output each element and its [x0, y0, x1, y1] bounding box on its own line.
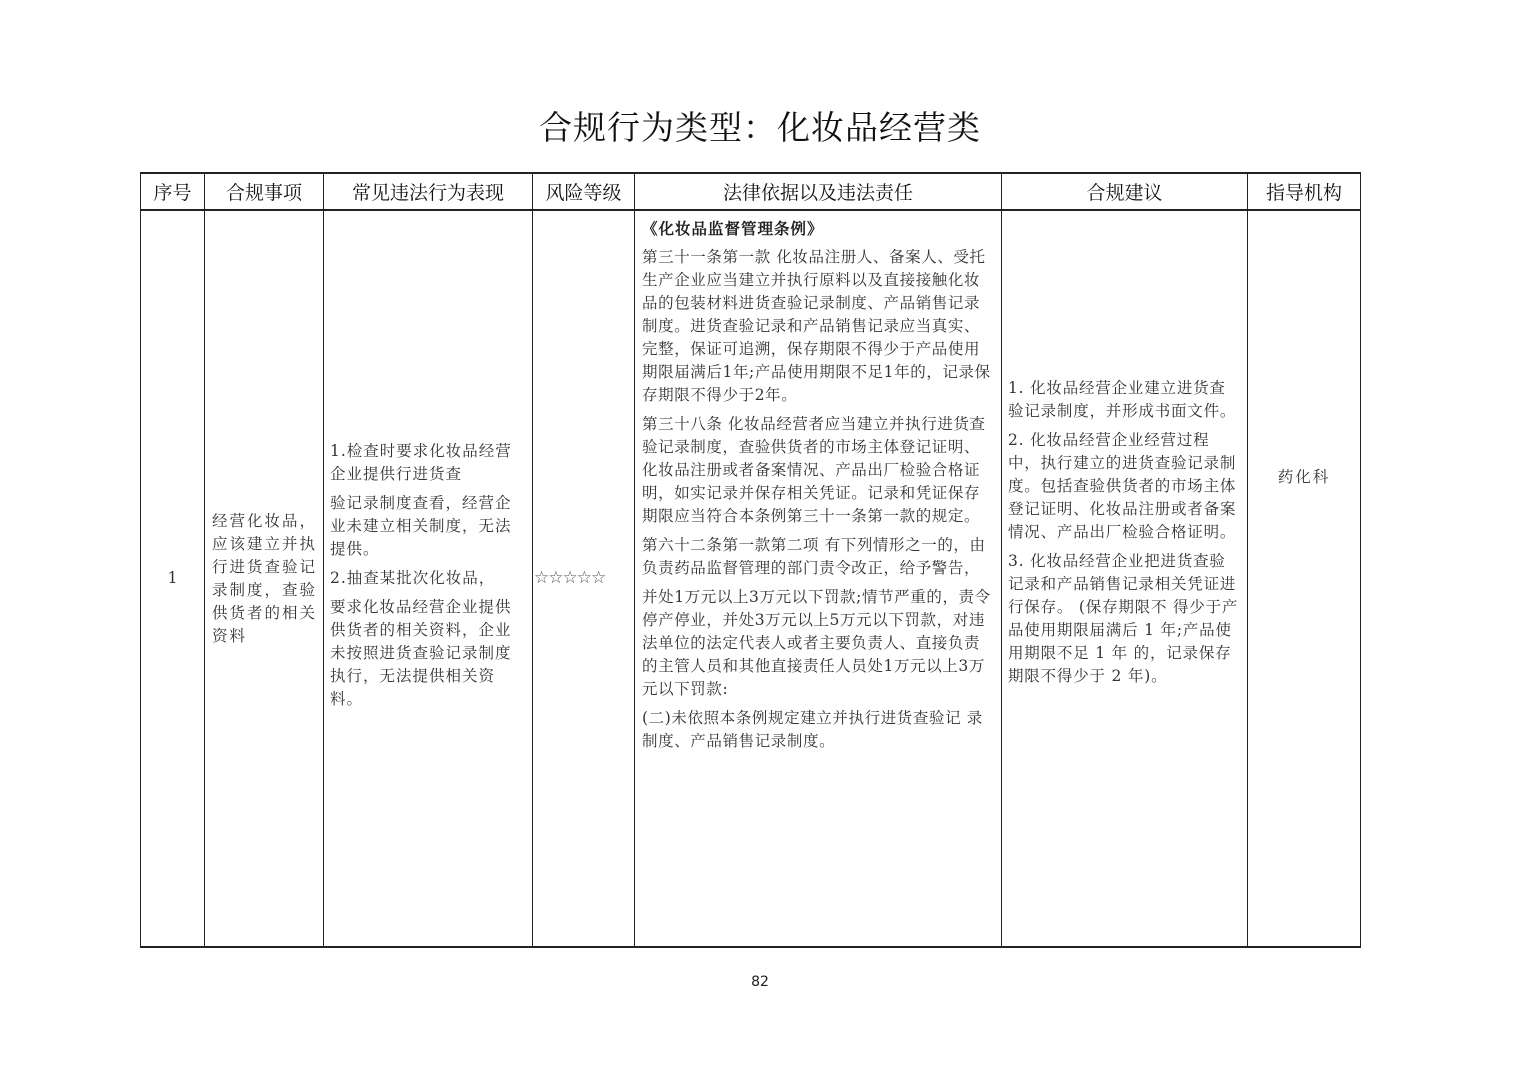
risk-stars-icon: ☆☆☆☆☆: [534, 568, 606, 588]
table-row: [141, 210, 1361, 947]
compliance-item-text: 经营化妆品，应该建立并执 行进货查验记 录制度，查验 供货者的相关资料: [212, 511, 318, 645]
advice-item: 1. 化妆品经营企业建立进货查验记录制度，并形成书面文件。: [1008, 379, 1237, 420]
header-advice: 合规建议: [1002, 173, 1248, 210]
law-paragraph: 第三十八条 化妆品经营者应当建立并执行进货查 验记录制度，查验供货者的市场主体登记证明、化妆品注册或者备案情况、产品出厂检验合格证 明，如实记录并保存相关凭证。记录和凭证保存 期限应当符合本条例第三十一条第一款的规定。: [642, 415, 986, 525]
header-org: 指导机构: [1248, 173, 1361, 210]
law-paragraph: 第六十二条第一款第二项 有下列情形之一的，由 负责药品监督管理的部门责令改正，给予警告，: [642, 536, 986, 577]
law-paragraph: 并处1万元以上3万元以下罚款;情节严重的，责令 停产停业，并处3万元以上5万元以下罚款，对违 法单位的法定代表人或者主要负责人、直接负责 的主管人员和其他直接责任人员处1万元以上3万 元以下罚款:: [642, 588, 991, 698]
violation-line: 验记录制度查看，经营企业未建立相关制度，无法提供。: [330, 494, 512, 558]
cell-item: [205, 210, 324, 947]
advice-item: 2. 化妆品经营企业经营过程中，执行建立的进货查验记录制度。包括查验供货者的市场主体登记证明、化妆品注册或者备案情况、产品出厂检验合格证明。: [1008, 431, 1237, 541]
cell-org: [1248, 210, 1361, 947]
header-law: 法律依据以及违法责任: [635, 173, 1002, 210]
law-title: 《化妆品监督管理条例》: [642, 219, 824, 238]
header-row: [141, 173, 1361, 210]
cell-risk: [533, 210, 635, 947]
cell-law: [635, 210, 1002, 947]
cell-advice: [1002, 210, 1248, 947]
violation-line: 1.检查时要求化妆品经营企业提供行进货查: [330, 442, 512, 483]
cell-seq: 1: [141, 210, 205, 947]
violation-line: 要求化妆品经营企业提供供货者的相关资料，企业未按照进货查验记录制度执行，无法提供相关资料。: [330, 598, 512, 708]
law-paragraph: (二)未依照本条例规定建立并执行进货查验记 录制度、产品销售记录制度。: [642, 709, 983, 750]
violation-line: 2.抽查某批次化妆品，: [330, 569, 496, 587]
page-title: 合规行为类型：化妆品经营类: [539, 108, 981, 147]
compliance-table: [140, 172, 1361, 948]
law-paragraph: 第三十一条第一款 化妆品注册人、备案人、受托 生产企业应当建立并执行原料以及直接接触化妆 品的包装材料进货查验记录制度、产品销售记录 制度。进货查验记录和产品销售记录应当真实、完整，保证可追溯，保存期限不得少于产品使用 期限届满后1年;产品使用期限不足1年的，记录保存期限不得少于2年。: [642, 248, 991, 404]
cell-violations: [324, 210, 533, 947]
org-name: 药化科: [1277, 468, 1331, 486]
header-violations: 常见违法行为表现: [324, 173, 533, 210]
page-number: 82: [751, 974, 769, 990]
header-item: 合规事项: [205, 173, 324, 210]
header-risk: 风险等级: [533, 173, 635, 210]
advice-item: 3. 化妆品经营企业把进货查验记录和产品销售记录相关凭证进行保存。 (保存期限不 得少于产品使用期限届满后 1 年;产品使用期限不足 1 年 的，记录保存期限不得少于 2 年)。: [1008, 552, 1239, 685]
header-seq: 序号: [141, 173, 205, 210]
